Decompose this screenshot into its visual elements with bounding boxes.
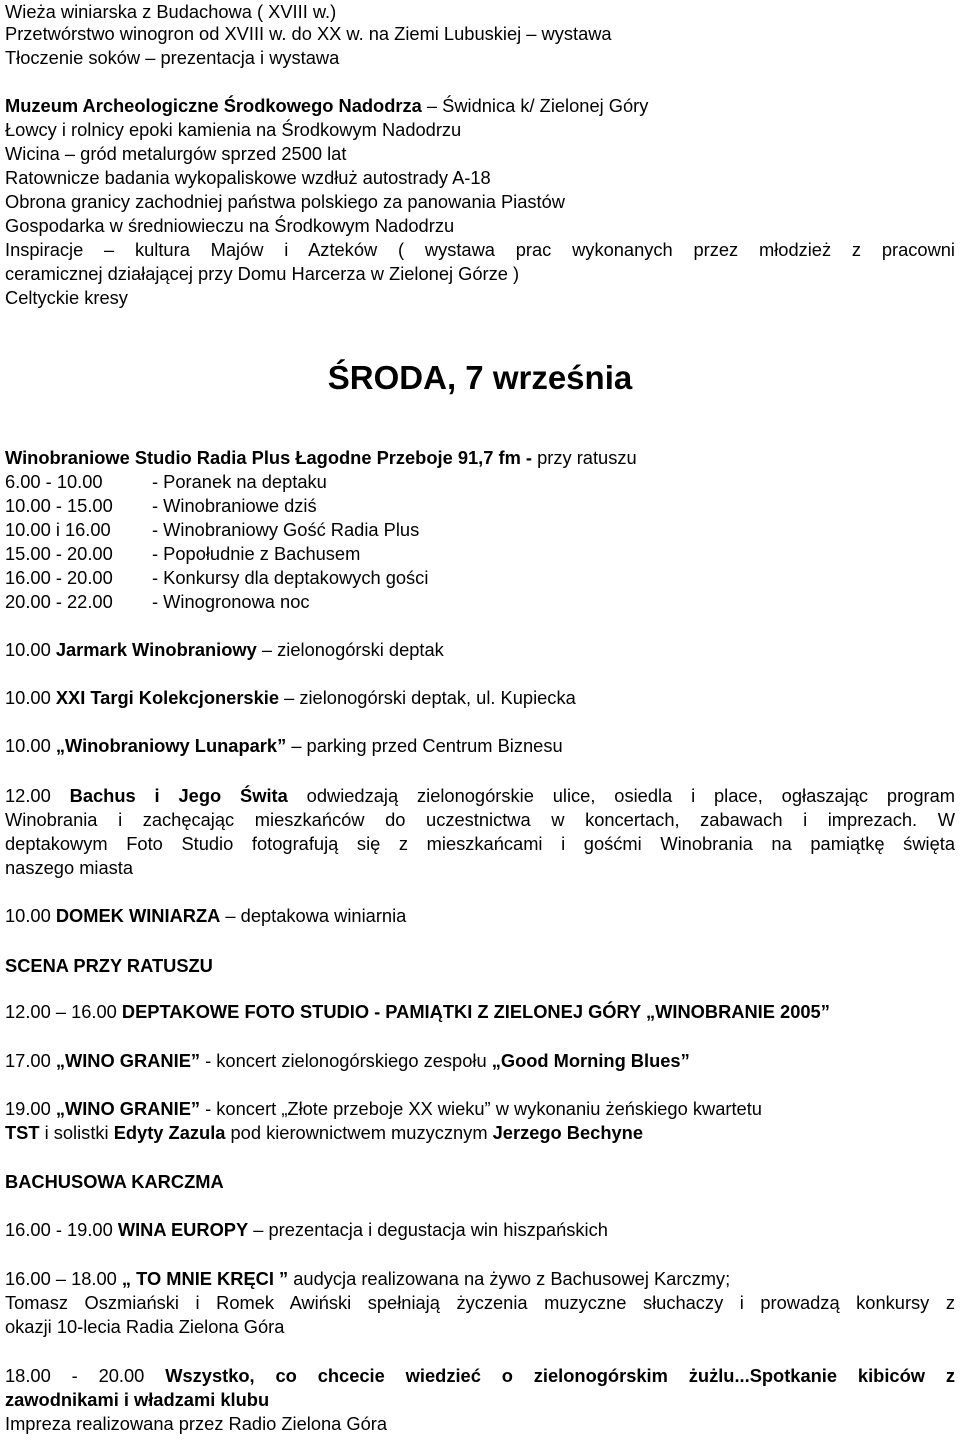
event-desc-line: zawodnikami i władzami klubu	[5, 1389, 270, 1410]
schedule-time: 10.00 i 16.00	[5, 519, 111, 540]
schedule-row	[5, 518, 419, 542]
event-time: 10.00	[5, 639, 56, 660]
exhibition-item: Inspiracje – kultura Majów i Azteków ( wystawa prac wykonanych przez młodzież z pracowni	[5, 239, 955, 260]
schedule-time: 16.00 - 20.00	[5, 567, 113, 588]
schedule-time: 15.00 - 20.00	[5, 543, 113, 564]
schedule-event: - Winobraniowe dziś	[152, 495, 317, 516]
event-desc: audycja realizowana na żywo z Bachusowej Karczmy;	[288, 1268, 731, 1289]
event-name: DEPTAKOWE FOTO STUDIO - PAMIĄTKI Z ZIELONEJ GÓRY „WINOBRANIE 2005”	[121, 1001, 830, 1022]
event-name: WINA EUROPY	[117, 1219, 249, 1240]
radio-title	[5, 446, 637, 470]
event-zuzel	[5, 1364, 955, 1388]
event-desc-line: Impreza realizowana przez Radio Zielona Góra	[5, 1413, 388, 1434]
event-desc: - koncert zielonogórskiego zespołu	[200, 1050, 492, 1071]
performer-name: TST	[5, 1122, 40, 1143]
event-time: 10.00	[5, 735, 56, 756]
schedule-event: - Winobraniowy Gość Radia Plus	[152, 519, 420, 540]
event-wino-granie-2	[5, 1097, 762, 1121]
event-desc-line	[5, 1121, 643, 1145]
text-line: Wieża winiarska z Budachowa ( XVIII w.)	[5, 1, 337, 22]
event-desc-line: Winobrania i zachęcając mieszkańców do uczestnictwa w koncertach, zabawach i imprezach. W	[5, 809, 955, 830]
section-heading: BACHUSOWA KARCZMA	[5, 1171, 224, 1192]
event-time: 10.00	[5, 687, 56, 708]
schedule-event: - Konkursy dla deptakowych gości	[152, 567, 429, 588]
event-time: 12.00	[5, 785, 70, 806]
event-foto-studio	[5, 1000, 830, 1024]
schedule-time: 20.00 - 22.00	[5, 591, 113, 612]
radio-name: Winobraniowe Studio Radia Plus Łagodne Przeboje 91,7 fm -	[5, 447, 533, 468]
event-name: DOMEK WINIARZA	[55, 905, 221, 926]
museum-title	[5, 94, 648, 118]
performer-name: Edyty Zazula	[113, 1122, 226, 1143]
section-heading: SCENA PRZY RATUSZU	[5, 955, 213, 976]
event-domek	[5, 904, 406, 928]
event-time: 19.00	[5, 1098, 56, 1119]
event-time: 10.00	[5, 905, 56, 926]
event-time: 17.00	[5, 1050, 56, 1071]
text-line: Przetwórstwo winogron od XVIII w. do XX w. na Ziemi Lubuskiej – wystawa	[5, 23, 612, 44]
schedule-row	[5, 566, 428, 590]
event-place: – parking przed Centrum Biznesu	[286, 735, 563, 756]
event-desc-line: okazji 10-lecia Radia Zielona Góra	[5, 1316, 285, 1337]
exhibition-item: Gospodarka w średniowieczu na Środkowym Nadodrzu	[5, 215, 455, 236]
event-time: 18.00 - 20.00	[5, 1365, 166, 1386]
schedule-row	[5, 470, 327, 494]
event-jarmark	[5, 638, 444, 662]
event-wina-europy	[5, 1218, 608, 1242]
event-name: „WINO GRANIE”	[55, 1098, 201, 1119]
event-name: „ TO MNIE KRĘCI ”	[121, 1268, 289, 1289]
event-desc-line: naszego miasta	[5, 857, 134, 878]
exhibition-item: Celtyckie kresy	[5, 287, 128, 308]
exhibition-item: ceramicznej działającej przy Domu Harcerza w Zielonej Górze )	[5, 263, 520, 284]
museum-name: Muzeum Archeologiczne Środkowego Nadodrza	[5, 95, 422, 116]
event-desc: – prezentacja i degustacja win hiszpańskich	[248, 1219, 608, 1240]
event-wino-granie-1	[5, 1049, 690, 1073]
text-span: pod kierownictwem muzycznym	[225, 1122, 493, 1143]
event-time: 12.00 – 16.00	[5, 1001, 122, 1022]
event-place: – deptakowa winiarnia	[220, 905, 407, 926]
event-name: XXI Targi Kolekcjonerskie	[55, 687, 280, 708]
schedule-event: - Poranek na deptaku	[152, 471, 327, 492]
event-desc-line: deptakowym Foto Studio fotografują się z mieszkańcami i gośćmi Winobrania na pamiątkę święta	[5, 833, 955, 854]
event-time: 16.00 – 18.00	[5, 1268, 122, 1289]
performer-name: Jerzego Bechyne	[492, 1122, 643, 1143]
event-targi	[5, 686, 576, 710]
radio-location: przy ratuszu	[532, 447, 637, 468]
event-to-mnie-kreci	[5, 1267, 730, 1291]
schedule-event: - Popołudnie z Bachusem	[152, 543, 361, 564]
text-line: Tłoczenie soków – prezentacja i wystawa	[5, 47, 340, 68]
event-place: – zielonogórski deptak	[256, 639, 444, 660]
day-heading: ŚRODA, 7 września	[327, 359, 633, 396]
event-name: Wszystko, co chcecie wiedzieć o zielonogórskim żużlu...Spotkanie kibiców z	[165, 1365, 955, 1386]
event-place: – zielonogórski deptak, ul. Kupiecka	[279, 687, 576, 708]
event-name: „Winobraniowy Lunapark”	[55, 735, 287, 756]
event-name: Jarmark Winobraniowy	[55, 639, 257, 660]
exhibition-item: Obrona granicy zachodniej państwa polskiego za panowania Piastów	[5, 191, 565, 212]
event-time: 16.00 - 19.00	[5, 1219, 118, 1240]
text-span: i solistki	[39, 1122, 114, 1143]
museum-location: – Świdnica k/ Zielonej Góry	[421, 95, 649, 116]
event-desc-line: Tomasz Oszmiański i Romek Awiński spełniają życzenia muzyczne słuchaczy i prowadzą konkursy z	[5, 1292, 955, 1313]
event-desc: odwiedzają zielonogórskie ulice, osiedla i place, ogłaszając program	[287, 785, 955, 806]
band-name: „Good Morning Blues”	[491, 1050, 690, 1071]
schedule-row	[5, 542, 360, 566]
schedule-event: - Winogronowa noc	[152, 591, 310, 612]
schedule-row	[5, 494, 317, 518]
event-name: Bachus i Jego Świta	[69, 785, 288, 806]
event-desc: - koncert „Złote przeboje XX wieku” w wykonaniu żeńskiego kwartetu	[200, 1098, 762, 1119]
exhibition-item: Łowcy i rolnicy epoki kamienia na Środkowym Nadodrzu	[5, 119, 462, 140]
event-name: „WINO GRANIE”	[55, 1050, 201, 1071]
schedule-row	[5, 590, 310, 614]
schedule-time: 10.00 - 15.00	[5, 495, 113, 516]
exhibition-item: Wicina – gród metalurgów sprzed 2500 lat	[5, 143, 347, 164]
exhibition-item: Ratownicze badania wykopaliskowe wzdłuż autostrady A-18	[5, 167, 491, 188]
schedule-time: 6.00 - 10.00	[5, 471, 103, 492]
event-bachus	[5, 784, 955, 808]
event-lunapark	[5, 734, 563, 758]
